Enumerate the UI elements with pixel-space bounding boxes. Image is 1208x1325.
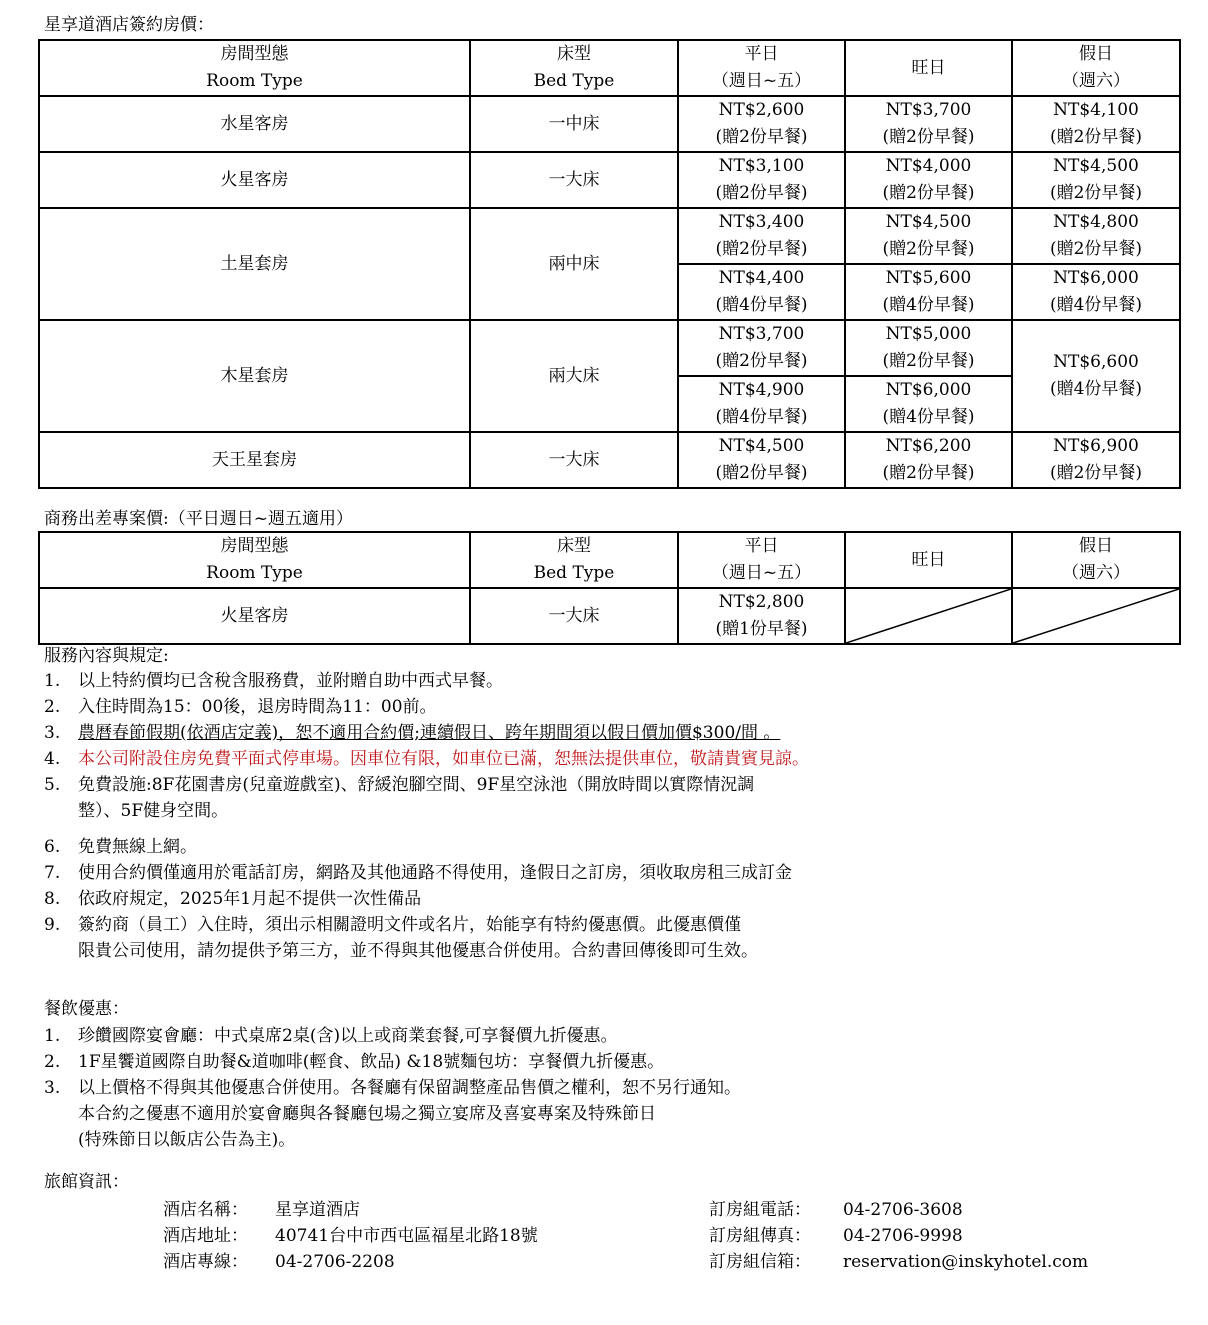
price-holiday: NT$6,000 (贈4份早餐) [1012, 264, 1180, 320]
list-item: 7. 使用合約價僅適用於電話訂房，網路及其他通路不得使用，逢假日之訂房，須收取房租三成訂金 [44, 863, 792, 883]
price-holiday: NT$6,900 (贈2份早餐) [1012, 432, 1180, 488]
reservation-tel-row: 訂房組電話： 04-2706-3608 [709, 1200, 963, 1220]
list-item-continuation: 限貴公司使用，請勿提供予第三方，並不得與其他優惠合併使用。合約書回傳後即可生效。 [78, 941, 758, 961]
price-holiday-not-applicable [1012, 588, 1180, 644]
price-weekday: NT$2,800 (贈1份早餐) [678, 588, 845, 644]
room-name: 火星客房 [39, 588, 470, 644]
list-item: 5. 免費設施:8F花園書房(兒童遊戲室)、舒緩泡腳空間、9F星空泳池（開放時間以實際情況調 [44, 775, 755, 795]
price-weekday: NT$4,900 (贈4份早餐) [678, 376, 845, 432]
header-holiday: 假日 （週六） [1012, 532, 1180, 588]
table-row [39, 320, 1180, 376]
price-weekday: NT$4,400 (贈4份早餐) [678, 264, 845, 320]
header-peak: 旺日 [845, 532, 1012, 588]
business-rate-title: 商務出差專案價:（平日週日~週五適用） [44, 509, 353, 529]
header-peak: 旺日 [845, 40, 1012, 96]
list-item-continuation: 整）、5F健身空間。 [78, 801, 229, 821]
header-room-type: 房間型態 Room Type [39, 40, 470, 96]
list-item: 2. 入住時間為15：00後，退房時間為11：00前。 [44, 697, 437, 717]
list-item: 8. 依政府規定，2025年1月起不提供一次性備品 [44, 889, 422, 909]
bed-type: 一中床 [470, 96, 678, 152]
price-peak: NT$4,500 (贈2份早餐) [845, 208, 1012, 264]
room-name: 天王星套房 [39, 432, 470, 488]
header-weekday: 平日 （週日~五） [678, 40, 845, 96]
bed-type: 一大床 [470, 152, 678, 208]
price-weekday: NT$2,600 (贈2份早餐) [678, 96, 845, 152]
reservation-fax-row: 訂房組傳真： 04-2706-9998 [709, 1226, 963, 1246]
bed-type: 一大床 [470, 432, 678, 488]
price-peak: NT$6,200 (贈2份早餐) [845, 432, 1012, 488]
price-weekday: NT$4,500 (贈2份早餐) [678, 432, 845, 488]
business-rate-table [38, 531, 1181, 645]
price-peak: NT$6,000 (贈4份早餐) [845, 376, 1012, 432]
hotel-phone-row: 酒店專線： 04-2706-2208 [163, 1252, 395, 1272]
header-holiday: 假日 （週六） [1012, 40, 1180, 96]
room-name: 土星套房 [39, 208, 470, 320]
price-holiday: NT$6,600 (贈4份早餐) [1012, 320, 1180, 432]
price-peak: NT$5,000 (贈2份早餐) [845, 320, 1012, 376]
price-weekday: NT$3,100 (贈2份早餐) [678, 152, 845, 208]
list-item: 2. 1F星饗道國際自助餐&道咖啡(輕食、飲品) &18號麵包坊：享餐價九折優惠。 [44, 1052, 665, 1072]
price-peak: NT$4,000 (贈2份早餐) [845, 152, 1012, 208]
hotel-address-row: 酒店地址： 40741台中市西屯區福星北路18號 [163, 1226, 538, 1246]
header-weekday: 平日 （週日~五） [678, 532, 845, 588]
list-item: 3. 以上價格不得與其他優惠合併使用。各餐廳有保留調整產品售價之權利，恕不另行通知。 [44, 1078, 741, 1098]
bed-type: 兩中床 [470, 208, 678, 320]
price-peak-not-applicable [845, 588, 1012, 644]
price-peak: NT$5,600 (贈4份早餐) [845, 264, 1012, 320]
list-item: 1. 以上特約價均已含稅含服務費，並附贈自助中西式早餐。 [44, 671, 503, 691]
table-row [39, 432, 1180, 488]
hotel-name-row: 酒店名稱： 星享道酒店 [163, 1200, 360, 1220]
price-weekday: NT$3,700 (贈2份早餐) [678, 320, 845, 376]
contract-rate-title: 星享道酒店簽約房價： [44, 15, 214, 35]
bed-type: 一大床 [470, 588, 678, 644]
list-item: 1. 珍饡國際宴會廳：中式桌席2桌(含)以上或商業套餐,可享餐價九折優惠。 [44, 1026, 618, 1046]
list-item-continuation: 本合約之優惠不適用於宴會廳與各餐廳包場之獨立宴席及喜宴專案及特殊節日 [78, 1104, 656, 1124]
table-header-row [39, 40, 1180, 96]
table-row [39, 208, 1180, 264]
section-heading: 餐飲優惠： [44, 999, 129, 1019]
header-bed-type: 床型 Bed Type [470, 40, 678, 96]
bed-type: 兩大床 [470, 320, 678, 432]
list-item: 6. 免費無線上網。 [44, 837, 197, 857]
table-row [39, 588, 1180, 644]
price-holiday: NT$4,500 (贈2份早餐) [1012, 152, 1180, 208]
parking-notice: 本公司附設住房免費平面式停車場。因車位有限，如車位已滿，恕無法提供車位，敬請貴賓見諒。 [78, 749, 809, 769]
list-item: 4. 本公司附設住房免費平面式停車場。因車位有限，如車位已滿，恕無法提供車位，敬請貴賓見諒。 [44, 749, 809, 769]
hotel-info-left [163, 1197, 538, 1275]
list-item: 9. 簽約商（員工）入住時，須出示相關證明文件或名片，始能享有特約優惠價。此優惠價僅 [44, 915, 741, 935]
header-room-type: 房間型態 Room Type [39, 532, 470, 588]
reservation-email-row: 訂房組信箱： reservation@inskyhotel.com [709, 1252, 1089, 1272]
list-item-continuation: (特殊節日以飯店公告為主)。 [78, 1130, 296, 1150]
contract-rate-table [38, 39, 1181, 489]
price-holiday: NT$4,100 (贈2份早餐) [1012, 96, 1180, 152]
price-holiday: NT$4,800 (贈2份早餐) [1012, 208, 1180, 264]
section-heading: 旅館資訊： [44, 1172, 129, 1192]
diagonal-line-icon [846, 589, 1011, 643]
table-header-row [39, 532, 1180, 588]
hotel-info-right [709, 1197, 1088, 1275]
room-name: 木星套房 [39, 320, 470, 432]
table-row [39, 96, 1180, 152]
table-row [39, 152, 1180, 208]
section-heading: 服務內容與規定: [44, 646, 169, 666]
list-item: 3. 農曆春節假期(依酒店定義)，恕不適用合約價;連續假日、跨年期間須以假日價加價$300/間 。 [44, 723, 781, 743]
header-bed-type: 床型 Bed Type [470, 532, 678, 588]
room-name: 水星客房 [39, 96, 470, 152]
price-weekday: NT$3,400 (贈2份早餐) [678, 208, 845, 264]
price-peak: NT$3,700 (贈2份早餐) [845, 96, 1012, 152]
room-name: 火星客房 [39, 152, 470, 208]
diagonal-line-icon [1013, 589, 1179, 643]
reservation-email-link[interactable]: reservation@inskyhotel.com [843, 1252, 1089, 1272]
